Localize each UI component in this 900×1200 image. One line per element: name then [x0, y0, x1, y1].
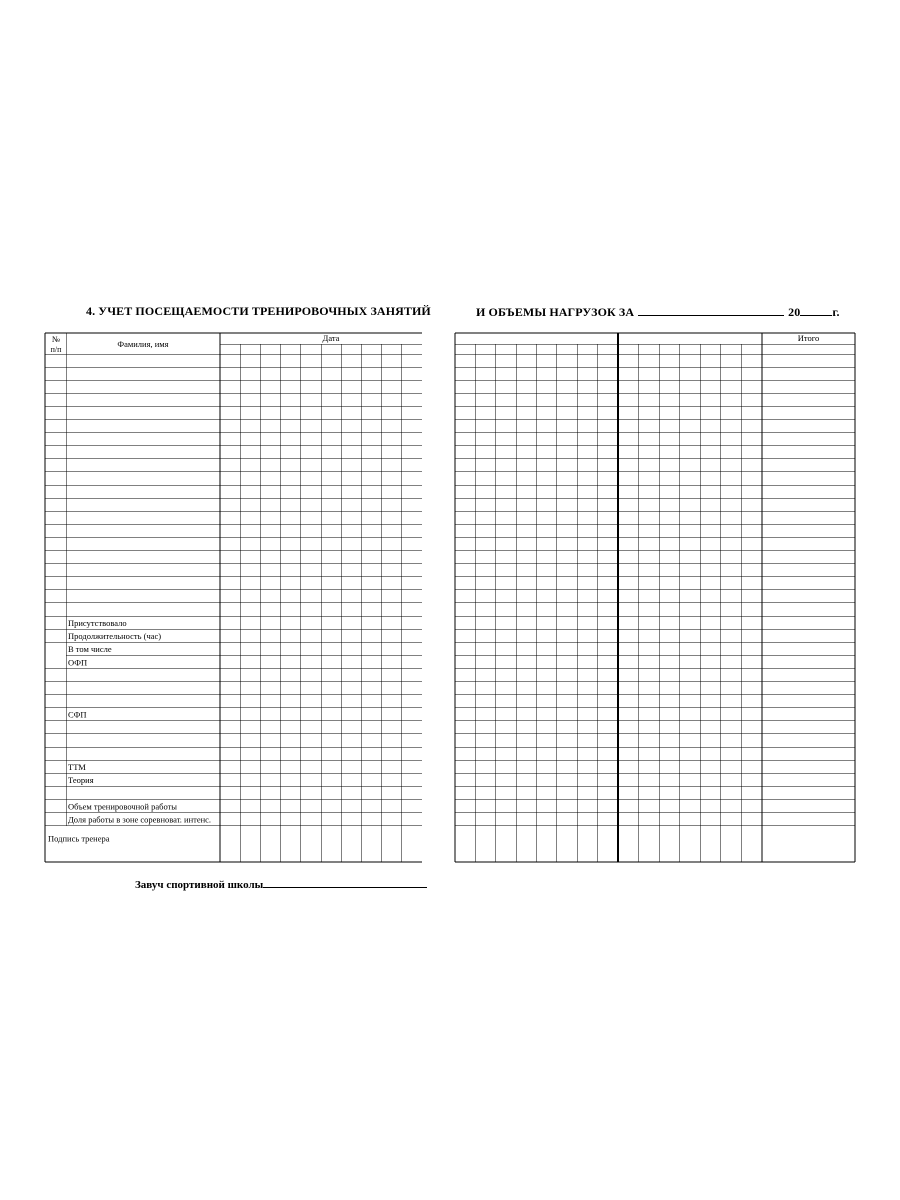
summary-row-label: В том числе [68, 644, 112, 655]
title-suffix: г. [832, 305, 840, 319]
summary-row-label: Присутствовало [68, 618, 127, 628]
summary-row-label: ОФП [68, 657, 88, 668]
year-prefix: 20 [788, 305, 801, 319]
footer-signature [135, 876, 427, 891]
summary-row-label: СФП [68, 709, 87, 720]
number-header: № [51, 334, 61, 344]
number-header-sub: п/п [50, 345, 62, 354]
summary-row-label: Продолжительность (час) [68, 631, 162, 642]
summary-row-label: Теория [68, 775, 94, 786]
summary-row-label: Объем тренировочной работы [68, 801, 178, 812]
summary-row-label: Доля работы в зоне соревноват. интенс. [68, 814, 212, 825]
left-page-title: 4. УЧЕТ ПОСЕЩАЕМОСТИ ТРЕНИРОВОЧНЫХ ЗАНЯТИЙ [86, 304, 431, 318]
date-header: Дата [322, 333, 340, 343]
name-header: Фамилия, имя [117, 339, 169, 349]
total-header: Итого [797, 333, 820, 343]
head-teacher-signature-line[interactable] [263, 876, 427, 888]
title-prefix: И ОБЪЕМЫ НАГРУЗОК ЗА [476, 305, 635, 319]
summary-row-label: ТТМ [68, 762, 86, 773]
signature-label: Подпись тренера [48, 833, 110, 844]
footer-label: Завуч спортивной школы [135, 879, 264, 891]
